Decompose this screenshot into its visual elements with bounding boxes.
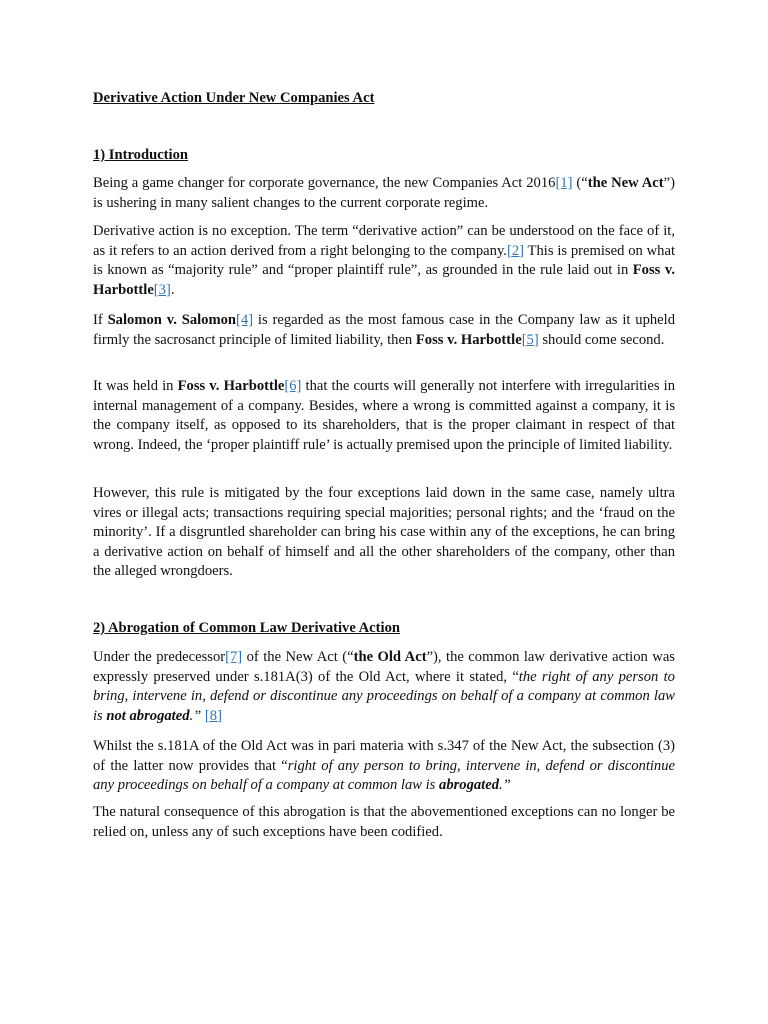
paragraph-intro-2 (93, 222, 675, 300)
paragraph-abrogation-2 (93, 737, 675, 796)
text-run: However, this rule is mitigated by the four exceptions laid down in the same case, namely ultra vires or illegal acts; transactions requiring special majorities; personal rights; and the ‘fraud on the minority’. If a disgruntled shareholder can bring his case within any of the exceptions, he can bring a derivative action on behalf of himself and all the other shareholders of the company, other than the alleged wrongdoers. (93, 485, 675, 579)
footnote-link-5[interactable]: [5] (521, 331, 539, 348)
paragraph-intro-1 (93, 174, 675, 213)
section-heading-abrogation: 2) Abrogation of Common Law Derivative Action (93, 620, 400, 636)
text-run: ”) is ushering in many salient changes to the current corporate regime. (93, 175, 675, 211)
text-run: The natural consequence of this abrogation is that the abovementioned exceptions can no longer be relied on, unless any of such exceptions have been codified. (93, 804, 675, 840)
section-heading-introduction: 1) Introduction (93, 147, 189, 163)
italic-quote: right of any person to bring, intervene in, defend or discontinue any proceedings on behalf of a company at common law is (93, 757, 675, 793)
text-run: of the New Act (“ (242, 649, 354, 665)
bold-italic-not-abrogated: not abrogated (106, 707, 190, 724)
text-run: Under the predecessor (93, 649, 226, 665)
text-run: Whilst the s.181A of the Old Act was in pari materia with s.347 of the New Act, the subsection (3) of the latter now provides that “ (93, 738, 675, 774)
text-run: is regarded as the most famous case in the Company law as it upheld firmly the sacrosanct principle of limited liability, then (93, 312, 675, 348)
paragraph-intro-4 (93, 377, 675, 455)
footnote-link-1[interactable]: [1] (555, 175, 573, 191)
text-run: If (93, 312, 108, 328)
italic-quote: the right of any person to bring, intervene in, defend or discontinue any proceedings on behalf of a company at common law is (93, 668, 675, 724)
text-run: that the courts will generally not interfere with irregularities in internal management of a company. Besides, where a wrong is committed against a company, it is the company itself, as opposed to its shareholders, that is the proper claimant in respect of that wrong. Indeed, the ‘proper plaintiff rule’ is actually premised upon the principle of limited liability. (93, 378, 675, 453)
text-run: should come second. (538, 331, 665, 348)
footnote-link-3[interactable]: [3] (153, 281, 171, 298)
text-run: . (170, 281, 175, 298)
text-run: This is premised on what is known as “majority rule” and “proper plaintiff rule”, as grounded in the rule laid out in (93, 242, 675, 278)
bold-term-new-act: the New Act (587, 175, 664, 191)
text-run: ”), the common law derivative action was expressly preserved under s.181A(3) of the Old Act, where it stated, “ (93, 649, 675, 685)
text-run: Being a game changer for corporate governance, the new Companies Act 2016 (93, 175, 556, 191)
footnote-link-7[interactable]: [7] (225, 649, 243, 665)
paragraph-intro-3 (93, 311, 675, 350)
bold-term-old-act: the Old Act (353, 649, 427, 665)
bold-case-name: Foss v. Harbottle (93, 262, 675, 298)
footnote-link-8[interactable]: [8] (204, 707, 222, 724)
footnote-link-6[interactable]: [6] (284, 378, 302, 394)
text-run: Derivative action is no exception. The term “derivative action” can be understood on the face of it, as it refers to an action derived from a right belonging to the company. (93, 223, 675, 259)
bold-case-name: Salomon v. Salomon (107, 312, 237, 328)
footnote-link-4[interactable]: [4] (236, 312, 254, 328)
bold-italic-abrogated: abrogated (439, 777, 500, 793)
paragraph-intro-5 (93, 484, 675, 582)
italic-quote-end: .” (189, 707, 202, 724)
italic-quote-end: .” (499, 777, 511, 793)
text-run: (“ (572, 175, 588, 191)
paragraph-abrogation-1 (93, 648, 675, 726)
document-title: Derivative Action Under New Companies Act (93, 90, 375, 106)
paragraph-abrogation-3 (93, 803, 675, 842)
bold-case-name: Foss v. Harbottle (177, 378, 285, 394)
footnote-link-2[interactable]: [2] (506, 242, 524, 259)
text-run: It was held in (93, 378, 178, 394)
bold-case-name: Foss v. Harbottle (415, 331, 522, 348)
